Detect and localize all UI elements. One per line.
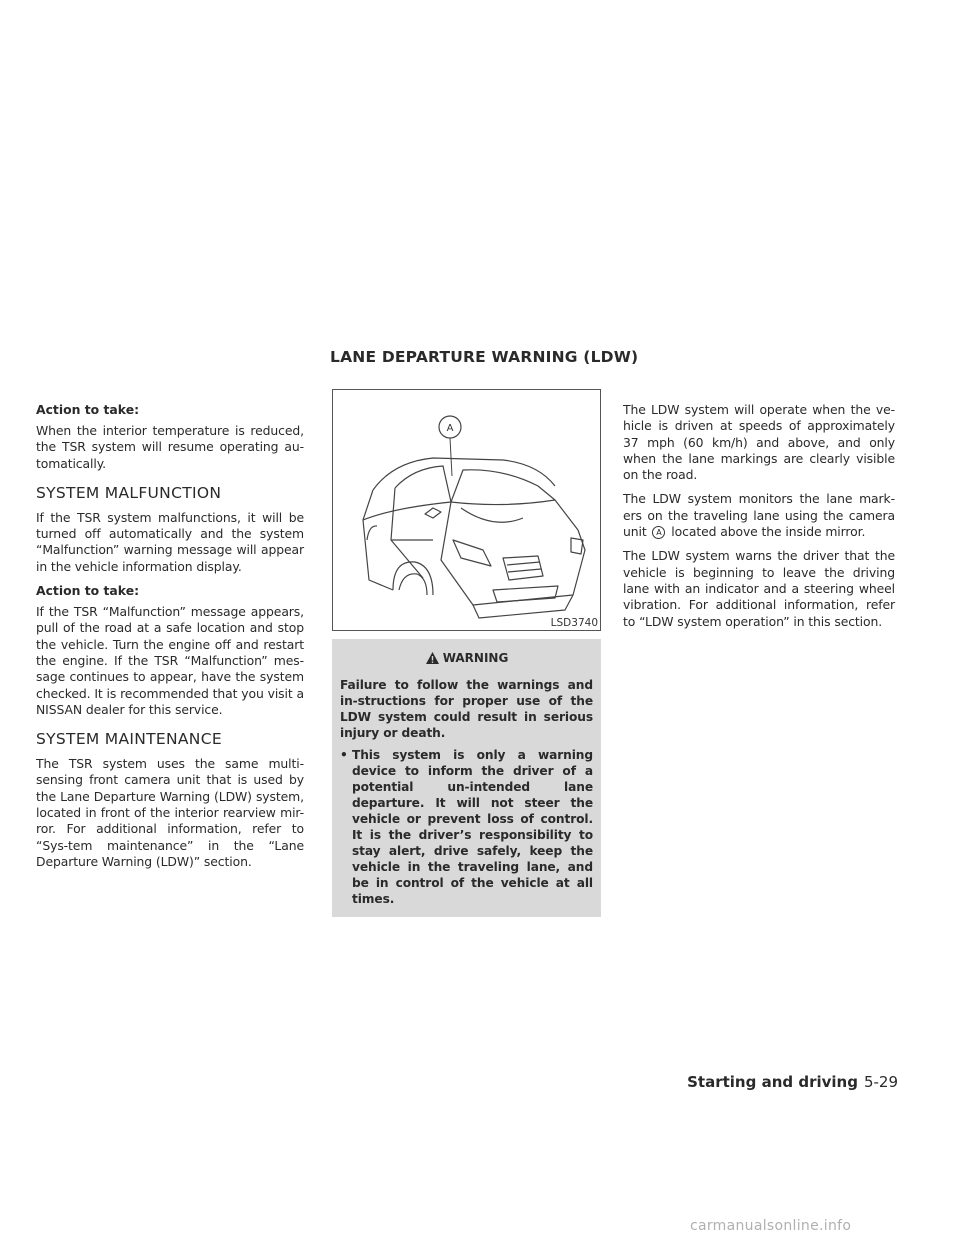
monitor-text-1: The LDW system monitors the lane mark-ers on the traveling lane using the camera unit <box>623 491 895 540</box>
right-column <box>623 402 895 638</box>
heading-system-malfunction: SYSTEM MALFUNCTION <box>36 483 222 502</box>
watermark: carmanualsonline.info <box>690 1218 852 1234</box>
section-title: LANE DEPARTURE WARNING (LDW) <box>330 348 639 366</box>
paragraph-malfunction: If the TSR system malfunctions, it will be turned off automatically and the system “Malfunction” warning message will appear in the vehicle information display. <box>36 509 304 574</box>
warning-bullet-text: This system is only a warning device to inform the driver of a potential un-intended lane departure. It will not steer the vehicle or prevent loss of control. It is the driver’s responsibility to stay alert, drive safely, keep the vehicle in the traveling lane, and be in control of the vehicle at all times. <box>352 748 593 906</box>
chapter-title: Starting and driving <box>687 1073 858 1091</box>
warning-box <box>332 639 601 917</box>
car-figure <box>332 389 601 631</box>
warning-paragraph: Failure to follow the warnings and in-structions for proper use of the LDW system could result in serious injury or death. <box>340 678 593 740</box>
action-heading-2: Action to take: <box>36 583 140 599</box>
figure-code: LSD3740 <box>550 617 598 629</box>
paragraph-temperature: When the interior temperature is reduced, the TSR system will resume operating au-tomatically. <box>36 423 304 471</box>
camera-marker-a: A <box>652 526 665 539</box>
paragraph-ldw-operate: The LDW system will operate when the ve-hicle is driven at speeds of approximately 37 mph (60 km/h) and above, and only when the lane markings are clearly visible on the road. <box>623 402 895 483</box>
car-illustration <box>333 390 600 630</box>
warning-triangle-icon <box>425 651 440 665</box>
paragraph-ldw-monitor <box>623 491 895 540</box>
warning-header <box>340 651 593 665</box>
middle-column <box>332 389 601 917</box>
monitor-text-2: located above the inside mirror. <box>671 524 866 540</box>
heading-system-maintenance: SYSTEM MAINTENANCE <box>36 730 222 749</box>
paragraph-ldw-warns: The LDW system warns the driver that the vehicle is beginning to leave the driving lane with an indicator and a steering wheel vibration. For additional information, refer to “LDW system operation” in this section. <box>623 548 895 629</box>
warning-bullet-item <box>340 747 593 907</box>
warning-label: WARNING <box>442 651 509 665</box>
page-footer <box>687 1073 898 1091</box>
left-column <box>36 402 304 878</box>
bullet-marker: • <box>340 748 348 762</box>
action-heading-1: Action to take: <box>36 402 140 417</box>
paragraph-malfunction-action: If the TSR “Malfunction” message appears, pull of the road at a safe location and stop the vehicle. Turn the engine off and restart the engine. If the TSR “Malfunction” mes-sage continues to appear, have the system checked. It is recommended that you visit a NISSAN dealer for this service. <box>36 604 304 717</box>
callout-a: A <box>446 423 454 434</box>
page-number: 5-29 <box>863 1073 898 1091</box>
paragraph-maintenance: The TSR system uses the same multi-sensing front camera unit that is used by the Lane Departure Warning (LDW) system, located in front of the interior rearview mir-ror. For additional information, refer to “Sys-tem maintenance” in the “Lane Departure Warning (LDW)” section. <box>36 756 304 869</box>
